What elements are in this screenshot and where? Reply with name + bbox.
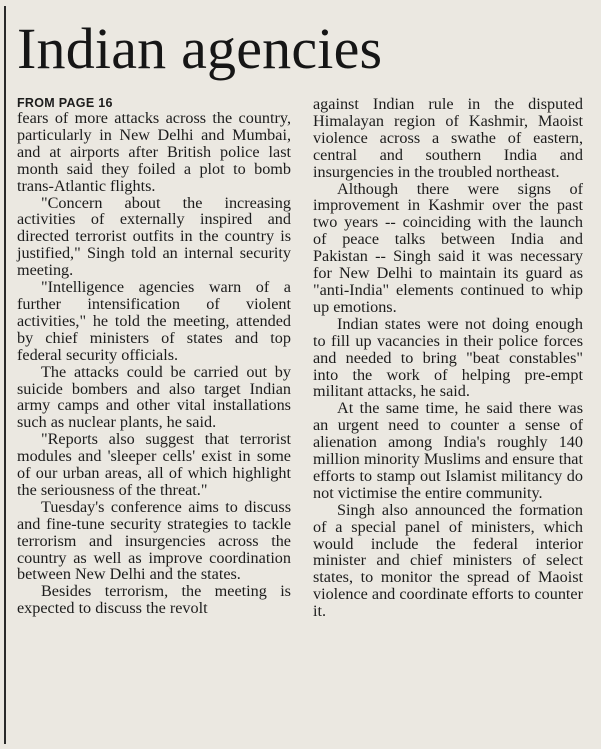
column-rule (4, 6, 6, 744)
paragraph: against Indian rule in the disputed Himalayan region of Kashmir, Maoist violence across a swathe of eastern, central and southern India and insurgencies in the troubled northeast. (313, 95, 583, 181)
paragraph: "Intelligence agencies warn of a further intensification of violent activities," he told the meeting, attended by chief ministers of states and top federal security officials. (17, 278, 291, 364)
paragraph: fears of more attacks across the country, particularly in New Delhi and Mumbai, and at airports after British police last month said they foiled a plot to bomb trans-Atlantic flights. (17, 109, 291, 195)
paragraph: The attacks could be carried out by suicide bombers and also target Indian army camps and other vital installations such as nuclear plants, he said. (17, 362, 291, 432)
paragraph: At the same time, he said there was an urgent need to counter a sense of alienation among India's roughly 140 million minority Muslims and ensure that efforts to stamp out Islamist militancy do not victimise the entire community. (313, 399, 583, 502)
kicker: FROM PAGE 16 (17, 96, 113, 110)
article-column-right (313, 96, 583, 620)
paragraph: Besides terrorism, the meeting is expected to discuss the revolt (17, 582, 291, 618)
paragraph: "Concern about the increasing activities of externally inspired and directed terrorist outfits in the country is justified," Singh told an internal security meeting. (17, 193, 291, 280)
paragraph: Indian states were not doing enough to fill up vacancies in their police forces and needed to bring "beat constables" into the work of helping pre-empt militant attacks, he said. (313, 314, 583, 401)
paragraph: Although there were signs of improvement in Kashmir over the past two years -- coinciding with the launch of peace talks between India and Pakistan -- Singh said it was necessary for New Delhi to maintain its guard as "anti-India" elements continued to whip up emotions. (313, 179, 583, 316)
article-column-left (17, 96, 291, 617)
paragraph: "Reports also suggest that terrorist modules and 'sleeper cells' exist in some of our urban areas, all of which highlight the seriousness of the threat." (17, 430, 291, 499)
paragraph: Tuesday's conference aims to discuss and fine-tune security strategies to tackle terrorism and insurgencies across the country as well as improve coordination between New Delhi and the states. (17, 497, 291, 584)
paragraph: Singh also announced the formation of a special panel of ministers, which would include the federal interior minister and chief ministers of select states, to monitor the spread of Maoist violence and coordinate efforts to counter it. (313, 500, 583, 621)
headline: Indian agencies (17, 16, 383, 81)
